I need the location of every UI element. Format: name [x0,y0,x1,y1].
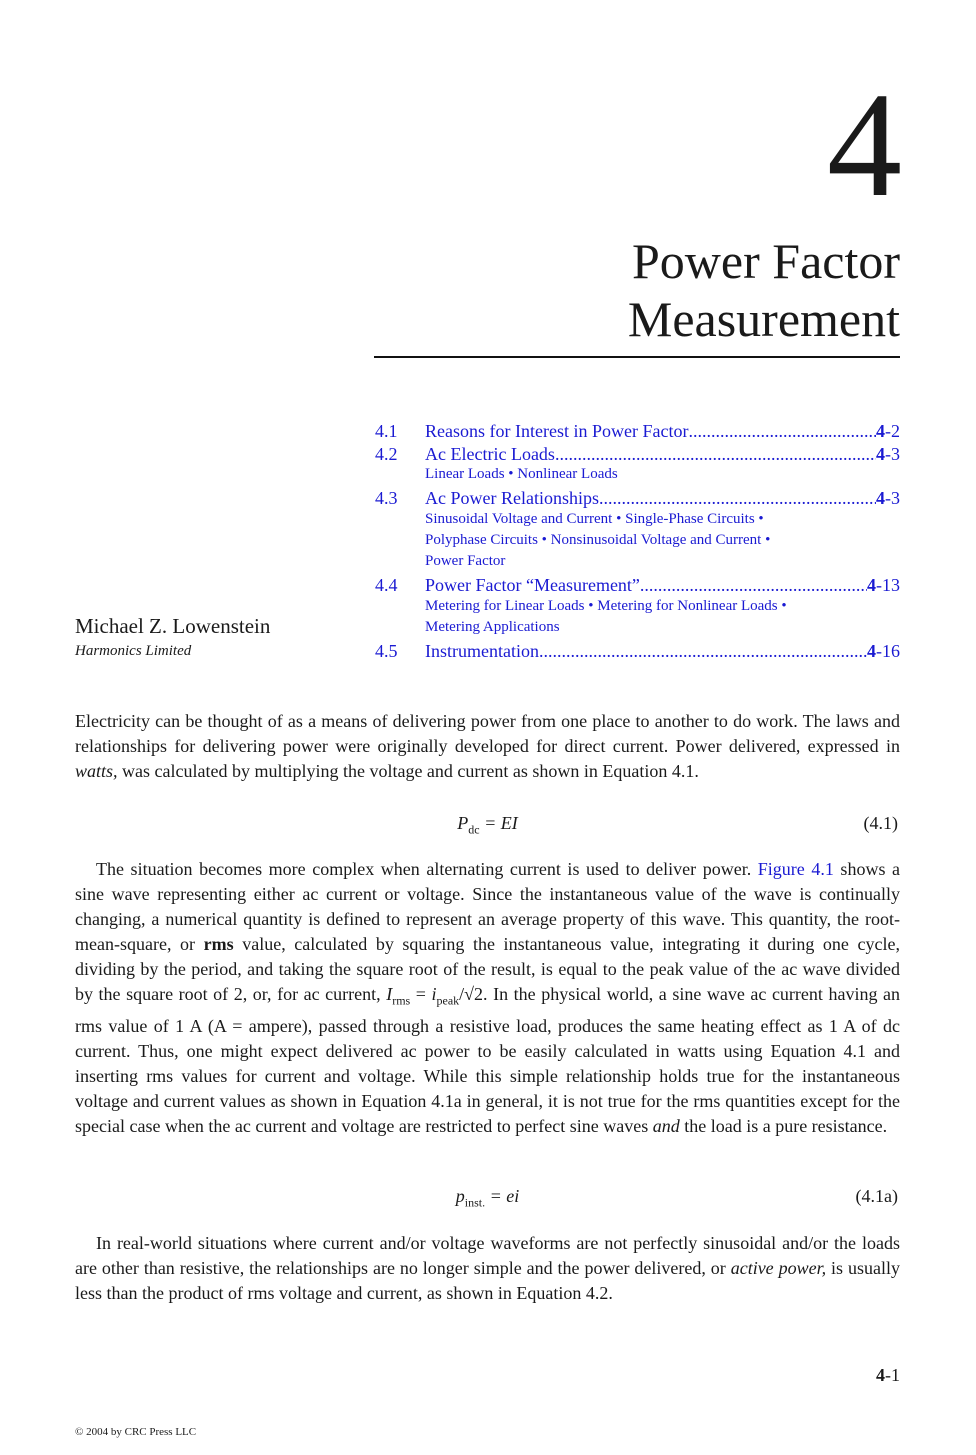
toc-subentries[interactable]: Sinusoidal Voltage and Current • Single-Phase Circuits • [425,511,764,527]
page-number: 4-1 [876,1365,900,1385]
toc-entry-4-4[interactable] [375,574,900,596]
chapter-title-line-1: Power Factor [632,233,900,289]
toc-entry-number: 4.2 [375,444,398,464]
equation-number: (4.1) [863,813,898,833]
chapter-number: 4 [827,62,900,228]
toc-entry-page: 4-3 [876,444,900,464]
toc-entry-title: Ac Electric Loads [425,444,555,464]
author-name: Michael Z. Lowenstein [75,614,271,638]
toc-entry-4-5[interactable] [375,640,900,662]
toc-entry-page: 4-3 [876,488,900,508]
equation-4-1 [75,813,900,839]
toc-leader-dots [555,443,876,465]
toc-entry-4-3[interactable] [375,487,900,509]
toc-subentries[interactable]: Linear Loads • Nonlinear Loads [425,466,618,482]
toc-entry-page: 4-16 [867,641,900,661]
equation-4-1a [75,1186,900,1212]
title-divider [374,356,900,358]
equation-number: (4.1a) [855,1186,898,1206]
toc-leader-dots [539,640,867,662]
toc-leader-dots [640,574,867,596]
copyright-notice: © 2004 by CRC Press LLC [75,1426,197,1438]
toc-entry-number: 4.3 [375,488,398,508]
toc-entry-title: Power Factor “Measurement” [425,575,640,595]
paragraph-2: The situation becomes more complex when alternating current is used to deliver power. Figure 4.1 shows a sine wave representing either ac current or voltage. Since the instantaneous value of the wave is continually changing, a numerical quantity is defined to represent an average property of this wave. This quantity, the root-mean-square, or rms value, calculated by squaring the instantaneous value, integrating it during one cycle, dividing by the period, and taking the square root of the result, is equal to the peak value of the ac wave divided by the square root of 2, or, for ac current, $I_{rms} = i_{peak}/√2$. In the physical world, a sine wave ac current having an rms value of 1 A (A = ampere), passed through a resistive load, produces the same heating effect as 1 A of dc current. Thus, one might expect delivered ac power to be easily calculated in watts using Equation 4.1 and inserting rms values for current and voltage. While this simple relationship holds true for the instantaneous voltage and current values as shown in Equation 4.1a in general, it is not true for the rms quantities except for the special case when the ac current and voltage are restricted to perfect sine waves and the load is a pure resistance. [75,859,901,1136]
chapter-title [628,232,900,348]
figure-4-1-link[interactable]: Figure 4.1 [757,859,834,879]
toc-subentries[interactable]: Metering Applications [425,619,560,635]
toc-entry-title: Instrumentation [425,641,539,661]
toc-subentries[interactable]: Power Factor [425,553,506,569]
toc-leader-dots [599,487,876,509]
toc-entry-page: 4-13 [867,575,900,595]
toc-entry-number: 4.1 [375,421,398,441]
equation-expression: $p_{inst.}$ = ei [455,1186,520,1210]
toc-subentries[interactable]: Metering for Linear Loads • Metering for Nonlinear Loads • [425,598,787,614]
toc-entry-number: 4.4 [375,575,398,595]
toc-leader-dots [688,420,876,442]
toc-entry-4-1[interactable] [375,420,900,442]
equation-expression: $P_{dc}$ = EI [457,813,518,837]
author-affiliation: Harmonics Limited [75,643,192,659]
paragraph-3: In real-world situations where current and/or voltage waveforms are not perfectly sinusoidal and/or the loads are other than resistive, the relationships are no longer simple and the power delivered, or active power, is usually less than the product of rms voltage and current, as shown in Equation 4.2. [75,1233,900,1303]
toc-entry-4-2[interactable] [375,443,900,465]
chapter-title-line-2: Measurement [627,291,900,347]
toc-entry-page: 4-2 [876,421,900,441]
toc-subentries[interactable]: Polyphase Circuits • Nonsinusoidal Voltage and Current • [425,532,771,548]
paragraph-1: Electricity can be thought of as a means of delivering power from one place to another to do work. The laws and relationships for delivering power were originally developed for direct current. Power delivered, expressed in watts, was calculated by multiplying the voltage and current as shown in Equation 4.1. [75,711,900,781]
toc-entry-title: Reasons for Interest in Power Factor [425,421,689,441]
table-of-contents [375,420,900,670]
toc-entry-title: Ac Power Relationships [425,488,599,508]
toc-entry-number: 4.5 [375,641,398,661]
